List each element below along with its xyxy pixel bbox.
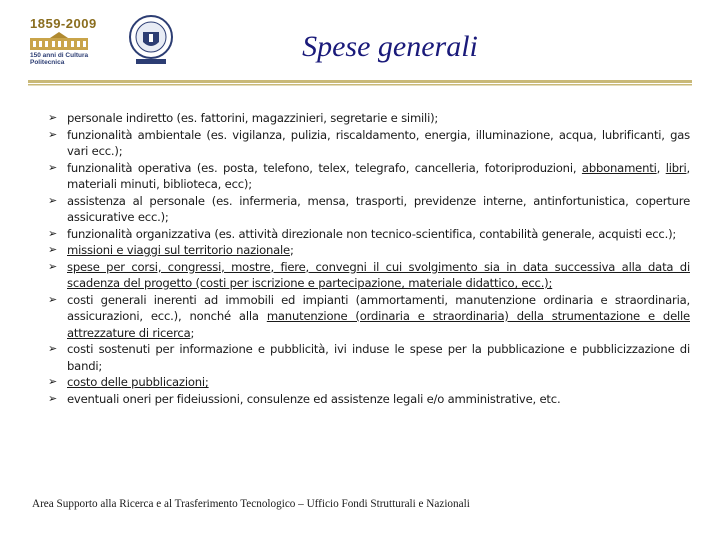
arrow-bullet-icon: ➢ xyxy=(48,160,58,174)
title-rule xyxy=(28,80,692,87)
underlined-libri: libri xyxy=(665,160,687,175)
list-item: ➢ spese per corsi, congressi, mostre, fiere, convegni il cui svolgimento sia in data successiva alla data di scadenza del progetto (costi per iscrizione e partecipazione, materiale didattico, ecc.); xyxy=(48,259,690,290)
list-item: ➢ eventuali oneri per fideiussioni, consulenze ed assistenze legali e/o amministrative, etc. xyxy=(48,391,561,406)
arrow-bullet-icon: ➢ xyxy=(48,375,58,388)
list-item: ➢ missioni e viaggi sul territorio nazionale; xyxy=(48,243,294,257)
logo-subtitle-line2: Politecnica xyxy=(30,59,65,66)
expense-list xyxy=(48,110,690,407)
slide-title xyxy=(0,30,720,64)
slide-title-text: Spese generali xyxy=(302,30,478,63)
arrow-bullet-icon: ➢ xyxy=(48,342,58,355)
arrow-bullet-icon: ➢ xyxy=(48,292,58,306)
arrow-bullet-icon: ➢ xyxy=(48,259,58,273)
list-item: ➢ personale indiretto (es. fattorini, magazzinieri, segretarie e simili); xyxy=(48,111,439,125)
logo-subtitle-line1: 150 anni di Cultura xyxy=(30,52,89,59)
list-item: ➢ costi generali inerenti ad immobili ed impianti (ammortamenti, manutenzione ordinaria e straordinaria, assicurazioni, ecc.), nonché alla manutenzione (ordinaria e straordinaria) della strumentazione e delle attrezzature di ricerca; xyxy=(48,292,690,340)
arrow-bullet-icon: ➢ xyxy=(48,111,58,124)
arrow-bullet-icon: ➢ xyxy=(48,193,58,207)
arrow-bullet-icon: ➢ xyxy=(48,127,58,141)
list-item: ➢ costi sostenuti per informazione e pubblicità, ivi induse le spese per la pubblicazione e pubblicizzazione di bandi; xyxy=(48,342,690,373)
list-item: ➢ funzionalità operativa (es. posta, telefono, telex, telegrafo, cancelleria, fotoriproduzioni, abbonamenti, libri, materiali minuti, biblioteca, ecc); xyxy=(48,160,690,191)
logo-years: 1859-2009 xyxy=(30,16,97,31)
list-item: ➢ funzionalità ambientale (es. vigilanza, pulizia, riscaldamento, energia, illuminazione, acqua, lubrificanti, gas vari ecc.); xyxy=(48,127,690,158)
arrow-bullet-icon: ➢ xyxy=(48,243,58,256)
arrow-bullet-icon: ➢ xyxy=(48,391,58,405)
footer-text: Area Supporto alla Ricerca e al Trasferimento Tecnologico – Ufficio Fondi Strutturali e Nazionali xyxy=(32,498,470,510)
arrow-bullet-icon: ➢ xyxy=(48,226,58,240)
list-item: ➢ costo delle pubblicazioni; xyxy=(48,375,209,389)
list-item: ➢ funzionalità organizzativa (es. attività direzionale non tecnico-scientifica, contabilità generale, acquisti ecc.); xyxy=(48,226,677,241)
underlined-abbonamenti: abbonamenti xyxy=(581,160,657,175)
list-item: ➢ assistenza al personale (es. infermeria, mensa, trasporti, previdenze interne, antinfortunistica, coperture assicurative ecc.); xyxy=(48,193,690,224)
